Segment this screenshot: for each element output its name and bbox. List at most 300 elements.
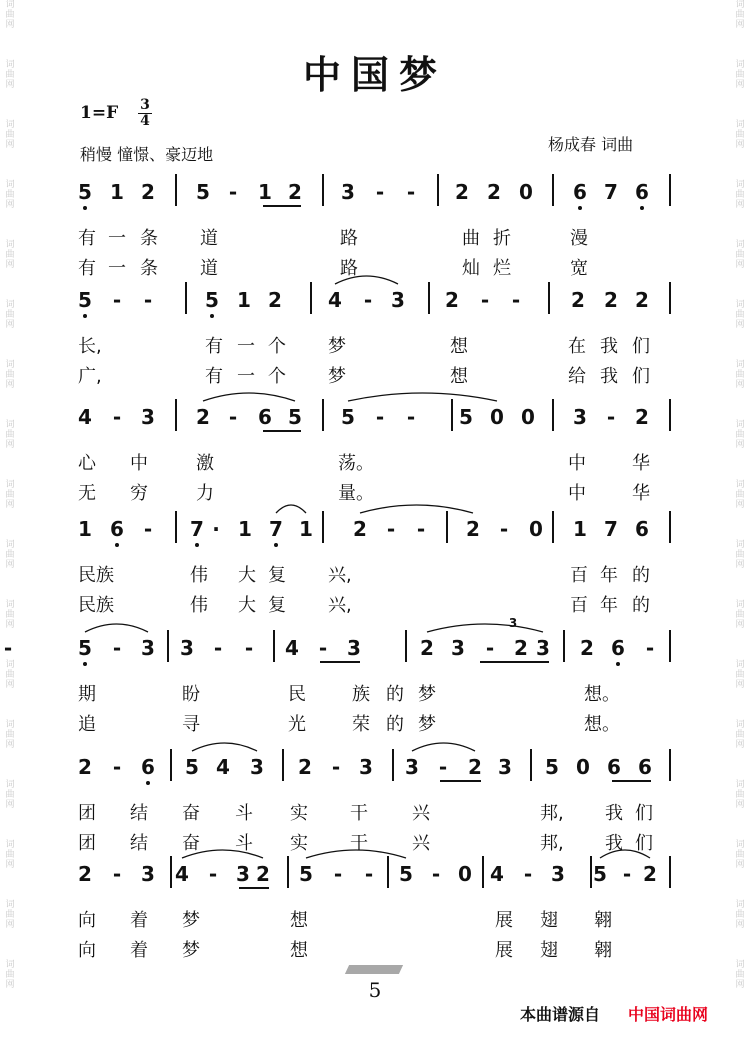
note: - <box>363 288 373 312</box>
watermark-char: 网 <box>735 680 745 690</box>
watermark-char: 词 <box>5 840 15 850</box>
lyric-syllable: 路 <box>340 258 358 279</box>
note: - <box>228 405 238 429</box>
watermark-char: 网 <box>5 740 15 750</box>
watermark-char: 词 <box>5 300 15 310</box>
note: 3 <box>341 180 355 204</box>
watermark-char: 曲 <box>735 370 745 380</box>
lyric-syllable: 斗 <box>235 803 253 824</box>
note: 6 <box>110 517 124 541</box>
lyric-syllable: 有 <box>205 366 223 387</box>
note: 7 <box>604 180 618 204</box>
watermark-char: 词 <box>5 240 15 250</box>
source-site: 中国词曲网 <box>628 1005 709 1024</box>
note: 3 <box>451 636 465 660</box>
watermark-char: 网 <box>735 980 745 990</box>
lyric-syllable: 条 <box>140 228 158 249</box>
watermark-char: 词 <box>735 120 745 130</box>
note: 3 <box>551 862 565 886</box>
note: 5 <box>196 180 210 204</box>
slur <box>360 505 473 513</box>
slur <box>427 624 543 632</box>
tempo-marking: 稍慢 憧憬、豪迈地 <box>80 145 214 164</box>
note: 3 <box>180 636 194 660</box>
watermark-char: 词 <box>5 600 15 610</box>
lyric-syllable: 有 <box>78 258 96 279</box>
slur <box>306 850 406 858</box>
note: - <box>3 636 13 660</box>
note: 1 <box>237 288 251 312</box>
watermark-char: 网 <box>735 920 745 930</box>
lyric-syllable: 结 <box>130 803 148 824</box>
watermark-char: 网 <box>735 800 745 810</box>
slur <box>192 743 257 751</box>
lyric-syllable: 我 <box>600 336 618 357</box>
note: 3 <box>405 755 419 779</box>
lyric-syllable: 道 <box>200 258 218 279</box>
lyric-syllable: 寻 <box>182 714 200 735</box>
slur <box>203 393 295 401</box>
watermark-char: 曲 <box>5 250 15 260</box>
note: 1 <box>110 180 124 204</box>
note: 3 <box>347 636 361 660</box>
watermark-char: 网 <box>5 500 15 510</box>
note: 3 <box>141 405 155 429</box>
note: 5 <box>78 636 92 660</box>
lyric-syllable: 的 <box>386 684 404 705</box>
watermark-char: 网 <box>735 500 745 510</box>
watermark-char: 词 <box>735 780 745 790</box>
watermark-char: 网 <box>5 380 15 390</box>
lyric-syllable: 盼 <box>182 684 200 705</box>
watermark-char: 词 <box>5 0 15 10</box>
slur <box>348 393 497 401</box>
note: 1 <box>258 180 272 204</box>
note: 6 <box>635 180 649 204</box>
watermark-char: 网 <box>5 920 15 930</box>
lyric-syllable: 个 <box>268 366 286 387</box>
note: - <box>511 288 521 312</box>
watermark-char: 网 <box>5 320 15 330</box>
lyric-syllable: 年 <box>600 565 618 586</box>
lyric-syllable: 兴 <box>412 833 430 854</box>
watermark-char: 网 <box>5 980 15 990</box>
lyric-syllable: 烂 <box>493 258 511 279</box>
note: - <box>112 755 122 779</box>
lyric-syllable: 干 <box>350 803 368 824</box>
lyric-syllable: 向 <box>78 940 96 961</box>
note: - <box>318 636 328 660</box>
note: 4 <box>328 288 342 312</box>
lyric-syllable: 想。 <box>584 684 620 705</box>
triplet-mark: 3 <box>508 616 518 630</box>
note: 4 <box>216 755 230 779</box>
watermark-char: 词 <box>735 0 745 10</box>
lyric-syllable: 邦, <box>540 833 564 854</box>
watermark-char: 网 <box>735 20 745 30</box>
note: - <box>244 636 254 660</box>
note: 7 <box>604 517 618 541</box>
watermark-char: 词 <box>5 540 15 550</box>
note: 2 <box>196 405 210 429</box>
watermark-char: 曲 <box>5 490 15 500</box>
note: 2 <box>571 288 585 312</box>
lyric-syllable: 漫 <box>570 228 588 249</box>
watermark-char: 曲 <box>735 970 745 980</box>
note: 3 <box>141 862 155 886</box>
watermark-char: 网 <box>735 260 745 270</box>
watermark-char: 网 <box>735 200 745 210</box>
lyric-syllable: 华 <box>632 453 650 474</box>
watermark-char: 词 <box>735 240 745 250</box>
watermark-char: 网 <box>735 380 745 390</box>
lyric-syllable: 斗 <box>235 833 253 854</box>
song-title: 中国梦 <box>302 53 447 97</box>
watermark-char: 词 <box>735 480 745 490</box>
lyric-syllable: 想 <box>450 366 468 387</box>
watermark-char: 曲 <box>735 730 745 740</box>
lyric-syllable: 中 <box>568 453 586 474</box>
watermark-char: 网 <box>5 20 15 30</box>
note: - <box>364 862 374 886</box>
lyric-syllable: 道 <box>200 228 218 249</box>
watermark-char: 网 <box>735 140 745 150</box>
watermark-char: 曲 <box>5 670 15 680</box>
lyric-syllable: 复 <box>268 565 286 586</box>
note: 5 <box>341 405 355 429</box>
note: 6 <box>573 180 587 204</box>
lyric-syllable: 穷 <box>130 483 148 504</box>
watermark-char: 词 <box>735 960 745 970</box>
note: 2 <box>78 862 92 886</box>
note: - <box>431 862 441 886</box>
watermark-char: 网 <box>735 620 745 630</box>
note: - <box>208 862 218 886</box>
note: 0 <box>458 862 472 886</box>
note: 3 <box>391 288 405 312</box>
watermark-char: 网 <box>735 560 745 570</box>
note: - <box>622 862 632 886</box>
watermark-char: 词 <box>5 900 15 910</box>
note: - <box>606 405 616 429</box>
watermark-char: 网 <box>735 320 745 330</box>
lyric-syllable: 们 <box>635 833 653 854</box>
lyric-syllable: 心 <box>78 453 96 474</box>
note: 2 <box>141 180 155 204</box>
lyric-syllable: 翱 <box>594 940 612 961</box>
lyric-syllable: 百 <box>570 565 588 586</box>
lyric-syllable: 荡。 <box>338 453 374 474</box>
lyric-syllable: 激 <box>196 453 214 474</box>
lyric-syllable: 梦 <box>182 940 200 961</box>
lyric-syllable: 个 <box>268 336 286 357</box>
watermark-char: 词 <box>5 720 15 730</box>
note: - <box>112 636 122 660</box>
lyric-syllable: 们 <box>635 803 653 824</box>
lyric-syllable: 长, <box>78 336 102 357</box>
note: 3 <box>536 636 550 660</box>
watermark-char: 曲 <box>5 850 15 860</box>
watermark-char: 曲 <box>5 310 15 320</box>
note: 2 <box>288 180 302 204</box>
lyric-syllable: 想 <box>450 336 468 357</box>
lyric-syllable: 中 <box>568 483 586 504</box>
lyric-syllable: 邦, <box>540 803 564 824</box>
note: 3 <box>236 862 250 886</box>
lyric-syllable: 们 <box>632 336 650 357</box>
watermark-char: 曲 <box>735 310 745 320</box>
lyric-syllable: 我 <box>600 366 618 387</box>
watermark-char: 词 <box>735 300 745 310</box>
note: 2 <box>353 517 367 541</box>
slur <box>600 850 650 858</box>
lyric-syllable: 的 <box>632 595 650 616</box>
lyric-syllable: 一 <box>237 336 255 357</box>
watermark-char: 曲 <box>5 790 15 800</box>
page-number: 5 <box>368 978 382 1002</box>
lyric-syllable: 广, <box>78 366 102 387</box>
lyric-syllable: 大 <box>238 595 256 616</box>
watermark-char: 曲 <box>735 190 745 200</box>
watermark-char: 曲 <box>5 430 15 440</box>
note: 5 <box>78 180 92 204</box>
note: 2 <box>514 636 528 660</box>
lyric-syllable: 干 <box>350 833 368 854</box>
note: 6 <box>141 755 155 779</box>
note: 0 <box>490 405 504 429</box>
watermark-char: 曲 <box>5 910 15 920</box>
lyric-syllable: 路 <box>340 228 358 249</box>
note: 6 <box>607 755 621 779</box>
watermark-char: 网 <box>735 740 745 750</box>
watermark-char: 曲 <box>735 70 745 80</box>
watermark-char: 词 <box>5 960 15 970</box>
note: - <box>406 405 416 429</box>
note: - <box>499 517 509 541</box>
slur <box>335 276 398 284</box>
lyric-syllable: 年 <box>600 595 618 616</box>
lyric-syllable: 民族 <box>78 565 114 586</box>
note: 2 <box>78 755 92 779</box>
watermark-char: 曲 <box>735 790 745 800</box>
watermark-char: 网 <box>735 80 745 90</box>
lyric-syllable: 想 <box>290 940 308 961</box>
lyric-syllable: 们 <box>632 366 650 387</box>
watermark-char: 词 <box>735 840 745 850</box>
note: - <box>143 517 153 541</box>
lyric-syllable: 展 <box>495 940 513 961</box>
watermark-char: 词 <box>5 660 15 670</box>
watermark-char: 网 <box>735 440 745 450</box>
lyric-syllable: 兴, <box>328 565 352 586</box>
lyric-syllable: 梦 <box>418 714 436 735</box>
note: 0 <box>521 405 535 429</box>
lyric-syllable: 梦 <box>182 910 200 931</box>
lyric-syllable: 量。 <box>338 483 374 504</box>
watermark-char: 词 <box>735 660 745 670</box>
watermark-char: 曲 <box>5 10 15 20</box>
watermark-char: 词 <box>735 600 745 610</box>
watermark-char: 网 <box>5 140 15 150</box>
lyric-syllable: 团 <box>78 803 96 824</box>
lyric-syllable: 曲 <box>462 228 480 249</box>
note: 5 <box>545 755 559 779</box>
watermark-char: 网 <box>5 260 15 270</box>
lyric-syllable: 中 <box>130 453 148 474</box>
note: 3 <box>359 755 373 779</box>
lyric-syllable: 我 <box>605 833 623 854</box>
watermark-char: 词 <box>5 360 15 370</box>
note: 2 <box>643 862 657 886</box>
lyric-syllable: 实 <box>290 803 308 824</box>
lyric-syllable: 梦 <box>418 684 436 705</box>
watermark-char: 网 <box>735 860 745 870</box>
watermark-char: 曲 <box>735 130 745 140</box>
slur <box>412 743 475 751</box>
watermark-char: 词 <box>5 780 15 790</box>
note: 2 <box>455 180 469 204</box>
lyric-syllable: 一 <box>108 228 126 249</box>
note: - <box>375 180 385 204</box>
watermark-char: 曲 <box>735 670 745 680</box>
note: 5 <box>593 862 607 886</box>
note: 2 <box>466 517 480 541</box>
note: 6 <box>611 636 625 660</box>
watermark-char: 曲 <box>735 610 745 620</box>
watermark-char: 曲 <box>735 490 745 500</box>
note: 2 <box>298 755 312 779</box>
note: 2 <box>635 288 649 312</box>
lyric-syllable: 在 <box>568 336 586 357</box>
lyric-syllable: 奋 <box>182 803 200 824</box>
watermark-char: 网 <box>5 800 15 810</box>
note: 3 <box>573 405 587 429</box>
lyric-syllable: 展 <box>495 910 513 931</box>
note: 2 <box>468 755 482 779</box>
lyric-syllable: 伟 <box>190 595 208 616</box>
note: 5 <box>299 862 313 886</box>
note: 1 <box>78 517 92 541</box>
lyric-syllable: 宽 <box>570 258 588 279</box>
watermark-char: 曲 <box>735 910 745 920</box>
note: · <box>212 517 220 541</box>
watermark-char: 词 <box>735 60 745 70</box>
watermark-char: 词 <box>735 540 745 550</box>
lyric-syllable: 奋 <box>182 833 200 854</box>
note: - <box>112 405 122 429</box>
note: 2 <box>635 405 649 429</box>
watermark-char: 词 <box>735 420 745 430</box>
note: 3 <box>498 755 512 779</box>
watermark-char: 词 <box>735 720 745 730</box>
lyric-syllable: 荣 <box>352 714 370 735</box>
note: - <box>416 517 426 541</box>
note: - <box>228 180 238 204</box>
watermark-char: 曲 <box>5 970 15 980</box>
lyric-syllable: 一 <box>108 258 126 279</box>
lyric-syllable: 灿 <box>462 258 480 279</box>
note: 6 <box>635 517 649 541</box>
lyric-syllable: 梦 <box>328 336 346 357</box>
slur <box>182 850 263 858</box>
watermark-char: 词 <box>735 360 745 370</box>
watermark-char: 曲 <box>5 190 15 200</box>
lyric-syllable: 向 <box>78 910 96 931</box>
note: 7 <box>269 517 283 541</box>
note: 0 <box>576 755 590 779</box>
note: - <box>645 636 655 660</box>
note: 2 <box>487 180 501 204</box>
note: 5 <box>205 288 219 312</box>
lyric-syllable: 百 <box>570 595 588 616</box>
note: 5 <box>185 755 199 779</box>
lyric-syllable: 想。 <box>584 714 620 735</box>
note: - <box>375 405 385 429</box>
watermark-char: 词 <box>5 60 15 70</box>
lyric-syllable: 光 <box>288 714 306 735</box>
note: - <box>333 862 343 886</box>
lyric-syllable: 想 <box>290 910 308 931</box>
lyric-syllable: 一 <box>237 366 255 387</box>
watermark-char: 曲 <box>5 610 15 620</box>
note: 3 <box>141 636 155 660</box>
lyric-syllable: 我 <box>605 803 623 824</box>
watermark-char: 词 <box>735 900 745 910</box>
note: 4 <box>175 862 189 886</box>
lyric-syllable: 力 <box>196 483 214 504</box>
note: 2 <box>268 288 282 312</box>
lyric-syllable: 梦 <box>328 366 346 387</box>
lyric-syllable: 有 <box>78 228 96 249</box>
note: 1 <box>573 517 587 541</box>
watermark-char: 曲 <box>5 70 15 80</box>
lyric-syllable: 翅 <box>540 940 558 961</box>
note: - <box>480 288 490 312</box>
note: 5 <box>288 405 302 429</box>
lyric-syllable: 给 <box>568 366 586 387</box>
lyric-syllable: 折 <box>493 228 511 249</box>
watermark-char: 网 <box>5 620 15 630</box>
lyric-syllable: 伟 <box>190 565 208 586</box>
watermark-char: 曲 <box>735 430 745 440</box>
note: - <box>112 288 122 312</box>
slur <box>85 624 148 632</box>
watermark-char: 曲 <box>5 550 15 560</box>
lyric-syllable: 华 <box>632 483 650 504</box>
watermark-char: 网 <box>5 200 15 210</box>
watermark-char: 网 <box>5 560 15 570</box>
note: - <box>112 862 122 886</box>
watermark-char: 词 <box>5 420 15 430</box>
lyric-syllable: 着 <box>130 940 148 961</box>
lyric-syllable: 追 <box>78 714 96 735</box>
watermark-char: 网 <box>5 80 15 90</box>
lyric-syllable: 大 <box>238 565 256 586</box>
lyric-syllable: 翅 <box>540 910 558 931</box>
lyric-syllable: 兴 <box>412 803 430 824</box>
note: 5 <box>459 405 473 429</box>
note: - <box>523 862 533 886</box>
watermark-char: 曲 <box>5 730 15 740</box>
note: 2 <box>445 288 459 312</box>
lyric-syllable: 翱 <box>594 910 612 931</box>
watermark-char: 曲 <box>735 550 745 560</box>
note: 4 <box>78 405 92 429</box>
note: 2 <box>580 636 594 660</box>
author-credit: 杨成春 词曲 <box>548 135 634 154</box>
lyric-syllable: 复 <box>268 595 286 616</box>
note: - <box>331 755 341 779</box>
